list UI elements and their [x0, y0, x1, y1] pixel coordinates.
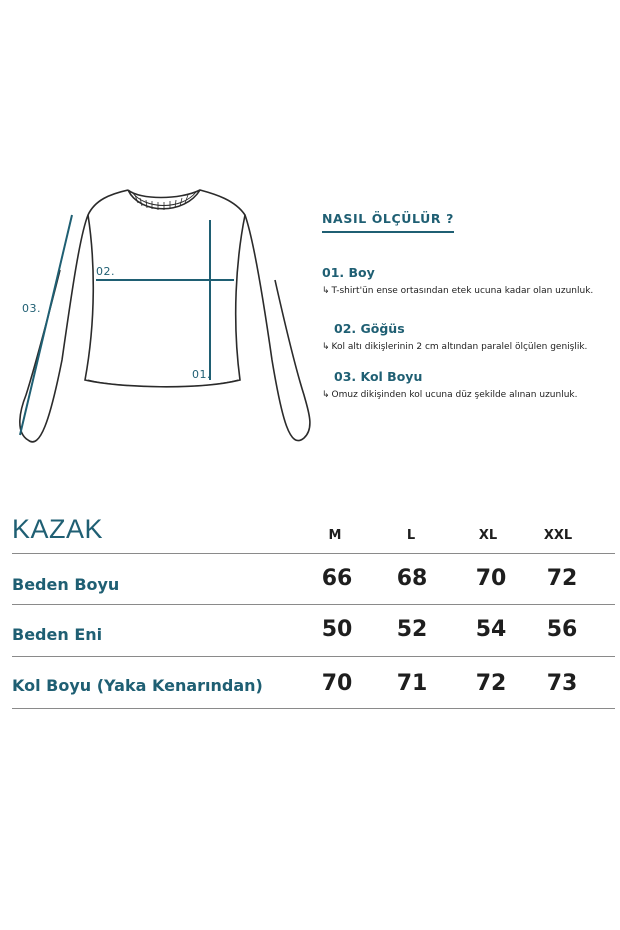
table-cell: 71 — [396, 671, 428, 696]
row-label-width: Beden Eni — [12, 625, 103, 644]
guide-title: NASIL ÖLÇÜLÜR ? — [322, 211, 454, 233]
step-title: 02. Göğüs — [334, 321, 405, 336]
table-cell: 68 — [396, 566, 428, 591]
step-title: 01. Boy — [322, 265, 375, 280]
product-title: KAZAK — [12, 514, 104, 544]
step-desc: ↳ T-shirt'ün ense ortasından etek ucuna kadar olan uzunluk. — [322, 286, 594, 296]
table-cell: 54 — [475, 617, 507, 642]
step-title: 03. Kol Boyu — [334, 369, 423, 384]
row-label-length: Beden Boyu — [12, 575, 120, 594]
table-cell: 50 — [321, 617, 353, 642]
table-cell: 56 — [546, 617, 578, 642]
size-header-l: L — [406, 528, 416, 543]
return-arrow-icon: ↳ — [322, 342, 330, 352]
row-label-sleeve: Kol Boyu (Yaka Kenarından) — [12, 676, 263, 695]
row-divider — [12, 604, 615, 605]
guide-step-chest — [322, 321, 587, 352]
step-desc: ↳ Kol altı dikişlerinin 2 cm altından paralel ölçülen genişlik. — [322, 342, 588, 352]
size-header-m: M — [328, 528, 342, 543]
sweater-illustration — [0, 170, 320, 470]
table-cell: 72 — [475, 671, 507, 696]
sweater-sketch-icon — [0, 170, 320, 470]
step-desc: ↳ Omuz dikişinden kol ucuna düz şekilde alınan uzunluk. — [322, 390, 578, 400]
table-cell: 66 — [321, 566, 353, 591]
chest-dim-label: 02. — [96, 265, 115, 278]
sleeve-dim-label: 03. — [22, 302, 41, 315]
return-arrow-icon: ↳ — [322, 390, 330, 400]
table-cell: 73 — [546, 671, 578, 696]
table-cell: 72 — [546, 566, 578, 591]
length-dim-label: 01. — [192, 368, 211, 381]
table-cell: 70 — [475, 566, 507, 591]
row-divider — [12, 553, 615, 554]
table-cell: 70 — [321, 671, 353, 696]
table-cell: 52 — [396, 617, 428, 642]
row-divider — [12, 708, 615, 709]
measuring-guide — [322, 208, 612, 233]
return-arrow-icon: ↳ — [322, 286, 330, 296]
guide-step-length — [322, 265, 593, 296]
size-header-xxl: XXL — [543, 528, 573, 543]
guide-step-sleeve — [322, 369, 577, 400]
size-header-xl: XL — [478, 528, 498, 543]
row-divider — [12, 656, 615, 657]
